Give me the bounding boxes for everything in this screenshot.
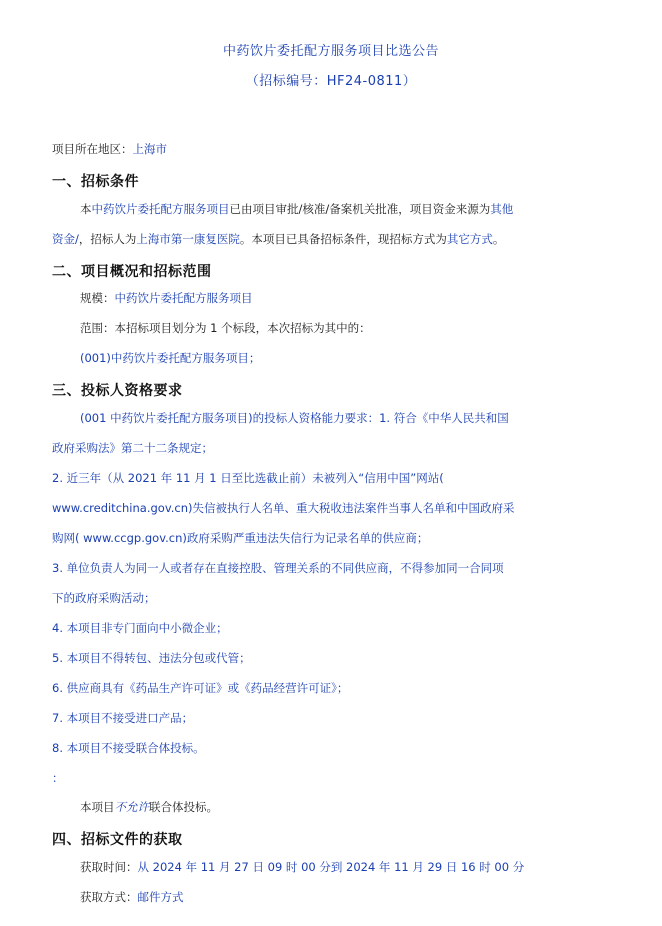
s3-requirement-line: 3. 单位负责人为同一人或者存在直接控股、管理关系的不同供应商，不得参加同一合同项 — [52, 561, 504, 575]
section-heading-2: 二、项目概况和招标范围 — [52, 264, 212, 280]
s3-requirement-line: 5. 本项目不得转包、违法分包或代管； — [52, 651, 251, 665]
s4-time-label: 获取时间： — [80, 860, 138, 874]
s3-requirement-line: 政府采购法》第二十二条规定； — [52, 441, 213, 455]
s4-method-value: 邮件方式 — [137, 890, 184, 904]
s3-requirement-line: 4. 本项目非专门面向中小微企业； — [52, 621, 228, 635]
s3-requirement-line: 6. 供应商具有《药品生产许可证》或《药品经营许可证》； — [52, 681, 349, 695]
s1-tender-method: 其它方式 — [446, 232, 493, 246]
s1-project-name: 中药饮片委托配方服务项目 — [91, 202, 230, 216]
section-heading-3: 三、投标人资格要求 — [52, 383, 183, 399]
s2-scale-value: 中药饮片委托配方服务项目 — [114, 291, 253, 305]
s4-time-value: 从 2024 年 11 月 27 日 09 时 00 分到 2024 年 11 月 29 日 16 时 00 分 — [137, 860, 525, 874]
s2-scale — [80, 290, 253, 306]
s3-requirement-line: 购网( www.ccgp.gov.cn)政府采购严重违法失信行为记录名单的供应商； — [52, 531, 429, 545]
s3-requirement-line: (001 中药饮片委托配方服务项目)的投标人资格能力要求：1. 符合《中华人民共和国 — [80, 411, 509, 425]
s1-fund-source: 其他 — [490, 202, 514, 216]
project-location — [52, 141, 167, 157]
s4-method-label: 获取方式： — [80, 890, 138, 904]
s3-colon: ： — [52, 771, 64, 785]
document-title: 中药饮片委托配方服务项目比选公告 — [222, 44, 439, 59]
location-value: 上海市 — [132, 142, 167, 156]
s3-requirement-line: 2. 近三年（从 2021 年 11 月 1 日至比选截止前）未被列入“信用中国”网站( — [52, 471, 444, 485]
s3-joint-bid — [80, 799, 218, 815]
s4-method — [80, 889, 184, 905]
s3-requirement-line: 7. 本项目不接受进口产品； — [52, 711, 194, 725]
s2-scale-label: 规模： — [80, 291, 115, 305]
s1-paragraph-line-2 — [52, 231, 504, 247]
s1-tenderer: 上海市第一康复医院 — [136, 232, 240, 246]
s1-text: 本 — [80, 202, 92, 216]
s3-requirement-line: 下的政府采购活动； — [52, 591, 156, 605]
s2-range: 范围：本招标项目划分为 1 个标段，本次招标为其中的： — [80, 321, 371, 335]
s3-joint-text: 联合体投标。 — [149, 800, 218, 814]
s1-text: 。本项目已具备招标条件，现招标方式为 — [239, 232, 447, 246]
s2-lot: (001)中药饮片委托配方服务项目； — [80, 351, 261, 365]
s3-joint-value: 不允许 — [114, 800, 149, 814]
s4-time — [80, 859, 524, 875]
s3-requirement-line: 8. 本项目不接受联合体投标。 — [52, 741, 205, 755]
s1-fund-source-cont: 资金/ — [52, 232, 79, 246]
s3-requirement-line: www.creditchina.gov.cn)失信被执行人名单、重大税收违法案件当事人名单和中国政府采 — [52, 501, 515, 515]
s1-paragraph-line-1 — [80, 201, 513, 217]
tender-code: （招标编号：HF24-0811） — [245, 74, 417, 89]
s1-text: ，招标人为 — [78, 232, 137, 246]
s1-text: 。 — [492, 232, 505, 246]
section-heading-4: 四、招标文件的获取 — [52, 832, 183, 848]
s3-joint-text: 本项目 — [80, 800, 115, 814]
location-label: 项目所在地区： — [52, 142, 133, 156]
section-heading-1: 一、招标条件 — [52, 174, 139, 190]
s1-text: 已由项目审批/核准/备案机关批准，项目资金来源为 — [229, 202, 491, 216]
